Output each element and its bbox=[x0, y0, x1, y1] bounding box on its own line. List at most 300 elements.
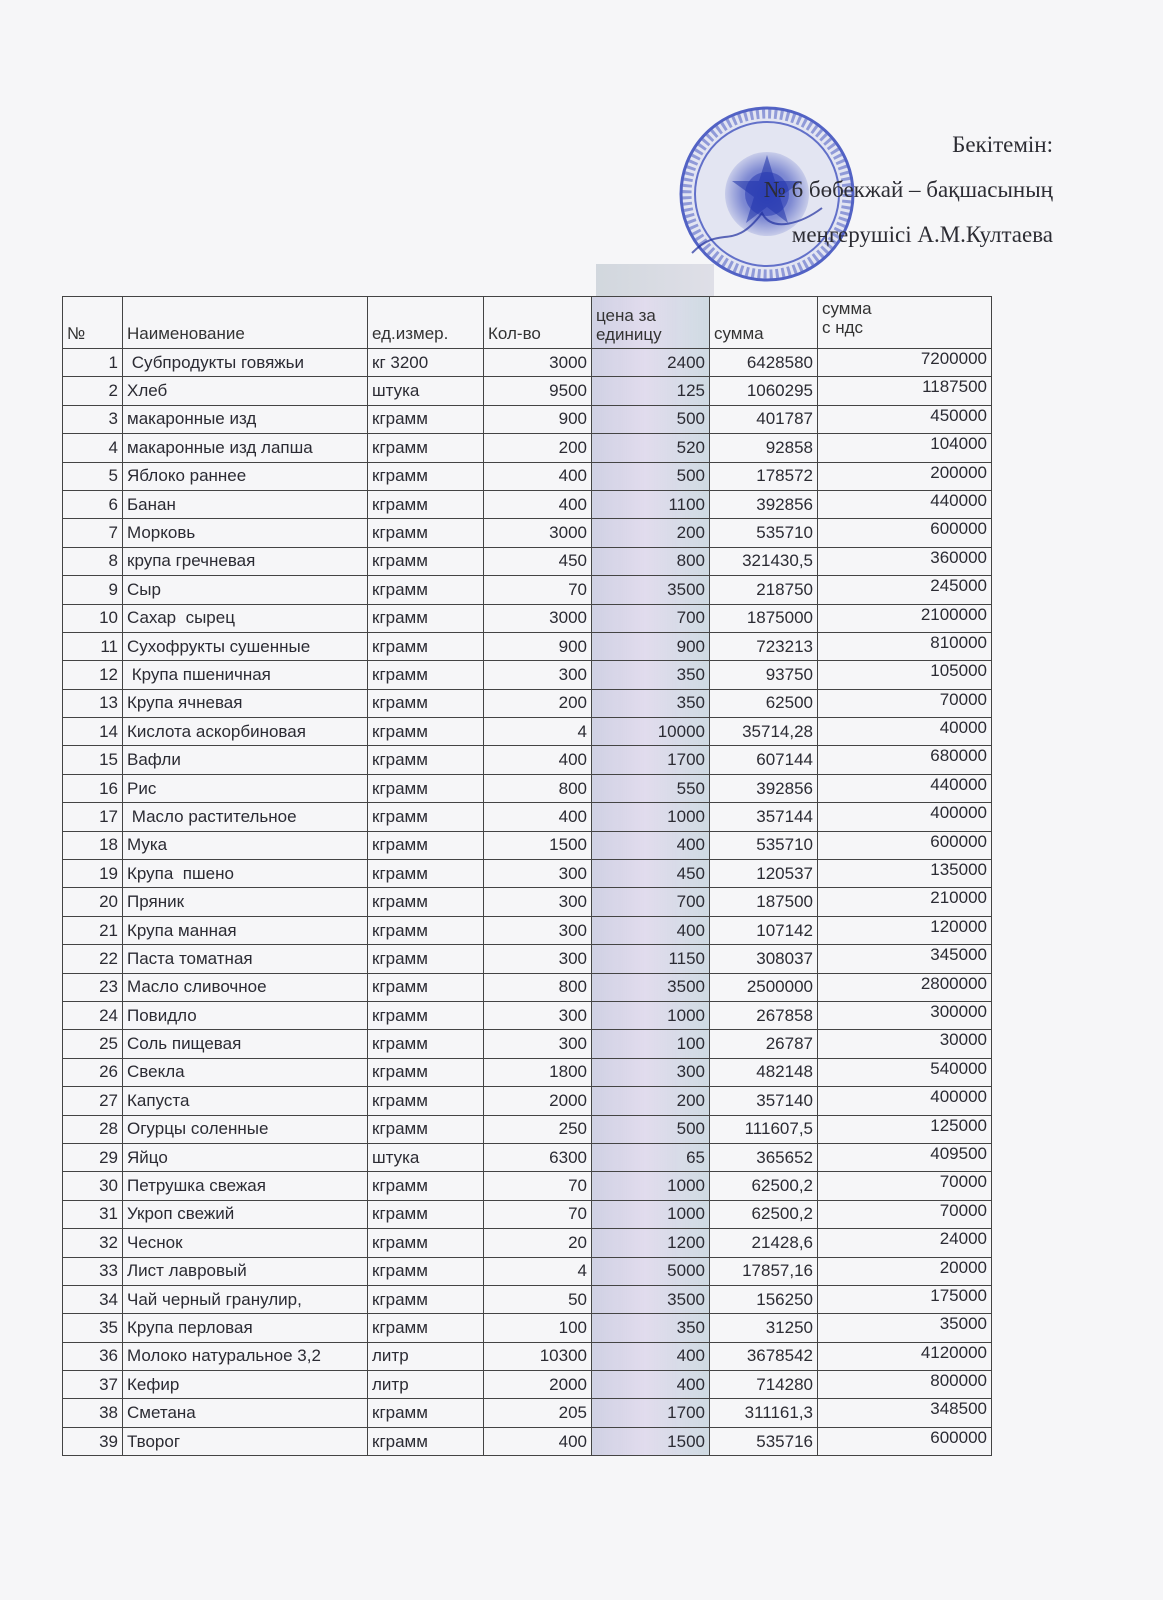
quantity: 300 bbox=[484, 916, 592, 944]
header-sum: сумма bbox=[710, 297, 818, 349]
header-sum-vat-line2: с ндс bbox=[822, 318, 864, 337]
sum: 93750 bbox=[710, 661, 818, 689]
quantity: 300 bbox=[484, 945, 592, 973]
product-name: Яйцо bbox=[123, 1143, 368, 1171]
row-number: 35 bbox=[63, 1314, 123, 1342]
table-row bbox=[63, 1399, 992, 1427]
product-name: Рис bbox=[123, 774, 368, 802]
sum-with-vat: 120000 bbox=[818, 916, 992, 944]
table-row bbox=[63, 916, 992, 944]
unit-of-measure: кграмм bbox=[368, 1087, 484, 1115]
product-name: Паста томатная bbox=[123, 945, 368, 973]
unit-price: 5000 bbox=[592, 1257, 710, 1285]
header-sum-vat bbox=[818, 297, 992, 349]
sum-with-vat: 680000 bbox=[818, 746, 992, 774]
product-name: Кислота аскорбиновая bbox=[123, 718, 368, 746]
quantity: 205 bbox=[484, 1399, 592, 1427]
unit-price: 500 bbox=[592, 462, 710, 490]
unit-of-measure: кграмм bbox=[368, 1058, 484, 1086]
quantity: 70 bbox=[484, 576, 592, 604]
unit-of-measure: кграмм bbox=[368, 547, 484, 575]
table-row bbox=[63, 1087, 992, 1115]
unit-of-measure: штука bbox=[368, 1143, 484, 1171]
unit-price: 500 bbox=[592, 405, 710, 433]
sum: 35714,28 bbox=[710, 718, 818, 746]
row-number: 1 bbox=[63, 349, 123, 377]
sum: 187500 bbox=[710, 888, 818, 916]
quantity: 20 bbox=[484, 1229, 592, 1257]
sum: 31250 bbox=[710, 1314, 818, 1342]
unit-price: 1000 bbox=[592, 1001, 710, 1029]
quantity: 10300 bbox=[484, 1342, 592, 1370]
header-unit: ед.измер. bbox=[368, 297, 484, 349]
product-name: Свекла bbox=[123, 1058, 368, 1086]
row-number: 29 bbox=[63, 1143, 123, 1171]
sum: 714280 bbox=[710, 1371, 818, 1399]
quantity: 400 bbox=[484, 1427, 592, 1455]
product-name: Лист лавровый bbox=[123, 1257, 368, 1285]
row-number: 9 bbox=[63, 576, 123, 604]
table-row bbox=[63, 1058, 992, 1086]
unit-price: 1700 bbox=[592, 746, 710, 774]
sum: 62500 bbox=[710, 689, 818, 717]
sum-with-vat: 210000 bbox=[818, 888, 992, 916]
product-name: Морковь bbox=[123, 519, 368, 547]
unit-of-measure: кграмм bbox=[368, 405, 484, 433]
approval-title: Бекітемін: bbox=[952, 132, 1053, 157]
quantity: 200 bbox=[484, 689, 592, 717]
sum-with-vat: 600000 bbox=[818, 1427, 992, 1455]
unit-price: 500 bbox=[592, 1115, 710, 1143]
product-name: Масло сливочное bbox=[123, 973, 368, 1001]
sum-with-vat: 440000 bbox=[818, 490, 992, 518]
table-row bbox=[63, 632, 992, 660]
unit-price: 400 bbox=[592, 916, 710, 944]
unit-of-measure: кграмм bbox=[368, 746, 484, 774]
unit-of-measure: кграмм bbox=[368, 916, 484, 944]
sum: 111607,5 bbox=[710, 1115, 818, 1143]
table-row bbox=[63, 689, 992, 717]
table-row bbox=[63, 774, 992, 802]
quantity: 3000 bbox=[484, 349, 592, 377]
table-row bbox=[63, 973, 992, 1001]
sum-with-vat: 4120000 bbox=[818, 1342, 992, 1370]
unit-of-measure: кграмм bbox=[368, 860, 484, 888]
unit-of-measure: кграмм bbox=[368, 1030, 484, 1058]
unit-price: 400 bbox=[592, 831, 710, 859]
product-name: Сыр bbox=[123, 576, 368, 604]
table-header-row bbox=[63, 297, 992, 349]
table-row bbox=[63, 377, 992, 405]
sum: 311161,3 bbox=[710, 1399, 818, 1427]
row-number: 5 bbox=[63, 462, 123, 490]
product-name: Чеснок bbox=[123, 1229, 368, 1257]
unit-price: 1150 bbox=[592, 945, 710, 973]
unit-price: 1000 bbox=[592, 1200, 710, 1228]
header-price-line2: единицу bbox=[596, 325, 662, 344]
unit-of-measure: кграмм bbox=[368, 632, 484, 660]
table-row bbox=[63, 888, 992, 916]
quantity: 1800 bbox=[484, 1058, 592, 1086]
unit-of-measure: кграмм bbox=[368, 718, 484, 746]
product-name: Творог bbox=[123, 1427, 368, 1455]
sum-with-vat: 400000 bbox=[818, 803, 992, 831]
row-number: 34 bbox=[63, 1285, 123, 1313]
sum: 267858 bbox=[710, 1001, 818, 1029]
table-row bbox=[63, 1001, 992, 1029]
sum-with-vat: 348500 bbox=[818, 1399, 992, 1427]
quantity: 9500 bbox=[484, 377, 592, 405]
sum-with-vat: 70000 bbox=[818, 689, 992, 717]
product-name: Крупа ячневая bbox=[123, 689, 368, 717]
sum-with-vat: 2800000 bbox=[818, 973, 992, 1001]
unit-of-measure: кграмм bbox=[368, 774, 484, 802]
unit-price: 200 bbox=[592, 1087, 710, 1115]
unit-price: 10000 bbox=[592, 718, 710, 746]
table-body bbox=[63, 349, 992, 1456]
unit-of-measure: кграмм bbox=[368, 604, 484, 632]
sum-with-vat: 360000 bbox=[818, 547, 992, 575]
product-name: Соль пищевая bbox=[123, 1030, 368, 1058]
table-row bbox=[63, 576, 992, 604]
row-number: 22 bbox=[63, 945, 123, 973]
product-name: Крупа пшеничная bbox=[123, 661, 368, 689]
row-number: 25 bbox=[63, 1030, 123, 1058]
sum-with-vat: 345000 bbox=[818, 945, 992, 973]
header-name: Наименование bbox=[123, 297, 368, 349]
unit-of-measure: кграмм bbox=[368, 661, 484, 689]
table-row bbox=[63, 945, 992, 973]
sum-with-vat: 24000 bbox=[818, 1229, 992, 1257]
sum: 308037 bbox=[710, 945, 818, 973]
row-number: 4 bbox=[63, 434, 123, 462]
table-row bbox=[63, 831, 992, 859]
table-row bbox=[63, 718, 992, 746]
quantity: 250 bbox=[484, 1115, 592, 1143]
row-number: 39 bbox=[63, 1427, 123, 1455]
sum: 535710 bbox=[710, 519, 818, 547]
table-row bbox=[63, 519, 992, 547]
table-row bbox=[63, 604, 992, 632]
row-number: 15 bbox=[63, 746, 123, 774]
row-number: 18 bbox=[63, 831, 123, 859]
sum-with-vat: 600000 bbox=[818, 831, 992, 859]
unit-price: 450 bbox=[592, 860, 710, 888]
row-number: 14 bbox=[63, 718, 123, 746]
product-name: Хлеб bbox=[123, 377, 368, 405]
product-name: Субпродукты говяжьи bbox=[123, 349, 368, 377]
sum: 218750 bbox=[710, 576, 818, 604]
sum-with-vat: 1187500 bbox=[818, 377, 992, 405]
unit-of-measure: литр bbox=[368, 1342, 484, 1370]
sum-with-vat: 540000 bbox=[818, 1058, 992, 1086]
table-row bbox=[63, 1030, 992, 1058]
sum: 17857,16 bbox=[710, 1257, 818, 1285]
product-name: Капуста bbox=[123, 1087, 368, 1115]
product-name: Сухофрукты сушенные bbox=[123, 632, 368, 660]
approval-institution: № 6 бөбекжай – бақшасының bbox=[763, 177, 1053, 202]
unit-of-measure: кграмм bbox=[368, 490, 484, 518]
sum-with-vat: 2100000 bbox=[818, 604, 992, 632]
sum-with-vat: 245000 bbox=[818, 576, 992, 604]
table-row bbox=[63, 1427, 992, 1455]
row-number: 37 bbox=[63, 1371, 123, 1399]
product-name: Сметана bbox=[123, 1399, 368, 1427]
row-number: 19 bbox=[63, 860, 123, 888]
table-row bbox=[63, 1257, 992, 1285]
quantity: 300 bbox=[484, 661, 592, 689]
sum: 107142 bbox=[710, 916, 818, 944]
unit-price: 2400 bbox=[592, 349, 710, 377]
table-row bbox=[63, 1285, 992, 1313]
sum-with-vat: 105000 bbox=[818, 661, 992, 689]
unit-price: 1100 bbox=[592, 490, 710, 518]
unit-of-measure: кграмм bbox=[368, 803, 484, 831]
sum: 156250 bbox=[710, 1285, 818, 1313]
unit-of-measure: кграмм bbox=[368, 831, 484, 859]
unit-price: 1200 bbox=[592, 1229, 710, 1257]
unit-of-measure: штука bbox=[368, 377, 484, 405]
unit-price: 520 bbox=[592, 434, 710, 462]
table-row bbox=[63, 1229, 992, 1257]
unit-of-measure: кграмм bbox=[368, 973, 484, 1001]
unit-price: 400 bbox=[592, 1371, 710, 1399]
unit-of-measure: кграмм bbox=[368, 1427, 484, 1455]
unit-price: 700 bbox=[592, 888, 710, 916]
row-number: 17 bbox=[63, 803, 123, 831]
quantity: 50 bbox=[484, 1285, 592, 1313]
quantity: 4 bbox=[484, 1257, 592, 1285]
table-row bbox=[63, 1371, 992, 1399]
unit-price: 65 bbox=[592, 1143, 710, 1171]
sum: 62500,2 bbox=[710, 1172, 818, 1200]
row-number: 32 bbox=[63, 1229, 123, 1257]
row-number: 27 bbox=[63, 1087, 123, 1115]
quantity: 70 bbox=[484, 1200, 592, 1228]
quantity: 400 bbox=[484, 746, 592, 774]
sum: 1060295 bbox=[710, 377, 818, 405]
row-number: 6 bbox=[63, 490, 123, 518]
table-row bbox=[63, 1200, 992, 1228]
quantity: 4 bbox=[484, 718, 592, 746]
unit-price: 800 bbox=[592, 547, 710, 575]
row-number: 13 bbox=[63, 689, 123, 717]
approval-signatory: меңгерушісі А.М.Култаева bbox=[791, 222, 1053, 247]
row-number: 20 bbox=[63, 888, 123, 916]
quantity: 3000 bbox=[484, 604, 592, 632]
row-number: 3 bbox=[63, 405, 123, 433]
sum: 62500,2 bbox=[710, 1200, 818, 1228]
sum-with-vat: 440000 bbox=[818, 774, 992, 802]
quantity: 900 bbox=[484, 405, 592, 433]
quantity: 300 bbox=[484, 888, 592, 916]
quantity: 400 bbox=[484, 462, 592, 490]
sum-with-vat: 810000 bbox=[818, 632, 992, 660]
table-row bbox=[63, 860, 992, 888]
unit-price: 350 bbox=[592, 1314, 710, 1342]
unit-price: 350 bbox=[592, 661, 710, 689]
quantity: 1500 bbox=[484, 831, 592, 859]
table-row bbox=[63, 547, 992, 575]
unit-of-measure: кграмм bbox=[368, 945, 484, 973]
sum-with-vat: 135000 bbox=[818, 860, 992, 888]
unit-of-measure: кграмм bbox=[368, 1285, 484, 1313]
unit-of-measure: кграмм bbox=[368, 434, 484, 462]
sum: 2500000 bbox=[710, 973, 818, 1001]
sum-with-vat: 35000 bbox=[818, 1314, 992, 1342]
row-number: 38 bbox=[63, 1399, 123, 1427]
unit-of-measure: кграмм bbox=[368, 1229, 484, 1257]
product-name: Яблоко раннее bbox=[123, 462, 368, 490]
sum: 607144 bbox=[710, 746, 818, 774]
sum-with-vat: 20000 bbox=[818, 1257, 992, 1285]
unit-price: 300 bbox=[592, 1058, 710, 1086]
product-name: макаронные изд лапша bbox=[123, 434, 368, 462]
row-number: 28 bbox=[63, 1115, 123, 1143]
unit-of-measure: литр bbox=[368, 1371, 484, 1399]
unit-of-measure: кграмм bbox=[368, 1399, 484, 1427]
unit-price: 3500 bbox=[592, 1285, 710, 1313]
unit-of-measure: кграмм bbox=[368, 1314, 484, 1342]
unit-price: 400 bbox=[592, 1342, 710, 1370]
header-sum-vat-line1: сумма bbox=[822, 299, 872, 318]
sum: 1875000 bbox=[710, 604, 818, 632]
sum: 26787 bbox=[710, 1030, 818, 1058]
row-number: 10 bbox=[63, 604, 123, 632]
unit-price: 3500 bbox=[592, 973, 710, 1001]
product-name: Повидло bbox=[123, 1001, 368, 1029]
unit-of-measure: кграмм bbox=[368, 1001, 484, 1029]
unit-of-measure: кграмм bbox=[368, 1200, 484, 1228]
unit-price: 125 bbox=[592, 377, 710, 405]
product-name: Мука bbox=[123, 831, 368, 859]
row-number: 30 bbox=[63, 1172, 123, 1200]
quantity: 300 bbox=[484, 1001, 592, 1029]
unit-price: 200 bbox=[592, 519, 710, 547]
table-row bbox=[63, 349, 992, 377]
product-name: Петрушка свежая bbox=[123, 1172, 368, 1200]
row-number: 31 bbox=[63, 1200, 123, 1228]
table-row bbox=[63, 746, 992, 774]
product-name: Молоко натуральное 3,2 bbox=[123, 1342, 368, 1370]
table-row bbox=[63, 803, 992, 831]
row-number: 26 bbox=[63, 1058, 123, 1086]
product-name: Крупа манная bbox=[123, 916, 368, 944]
sum-with-vat: 30000 bbox=[818, 1030, 992, 1058]
sum-with-vat: 300000 bbox=[818, 1001, 992, 1029]
row-number: 21 bbox=[63, 916, 123, 944]
product-name: Крупа перловая bbox=[123, 1314, 368, 1342]
sum: 723213 bbox=[710, 632, 818, 660]
sum-with-vat: 409500 bbox=[818, 1143, 992, 1171]
sum: 535716 bbox=[710, 1427, 818, 1455]
unit-price: 1500 bbox=[592, 1427, 710, 1455]
table-row bbox=[63, 1143, 992, 1171]
table-row bbox=[63, 1314, 992, 1342]
sum-with-vat: 125000 bbox=[818, 1115, 992, 1143]
approval-block bbox=[633, 122, 1053, 257]
sum: 21428,6 bbox=[710, 1229, 818, 1257]
sum-with-vat: 600000 bbox=[818, 519, 992, 547]
unit-price: 100 bbox=[592, 1030, 710, 1058]
quantity: 70 bbox=[484, 1172, 592, 1200]
unit-of-measure: кграмм bbox=[368, 1115, 484, 1143]
sum: 6428580 bbox=[710, 349, 818, 377]
product-name: Вафли bbox=[123, 746, 368, 774]
product-name: Кефир bbox=[123, 1371, 368, 1399]
row-number: 7 bbox=[63, 519, 123, 547]
product-name: крупа гречневая bbox=[123, 547, 368, 575]
quantity: 3000 bbox=[484, 519, 592, 547]
product-name: Пряник bbox=[123, 888, 368, 916]
quantity: 450 bbox=[484, 547, 592, 575]
unit-of-measure: кграмм bbox=[368, 462, 484, 490]
sum-with-vat: 400000 bbox=[818, 1087, 992, 1115]
product-name: Укроп свежий bbox=[123, 1200, 368, 1228]
unit-price: 700 bbox=[592, 604, 710, 632]
sum: 321430,5 bbox=[710, 547, 818, 575]
table-row bbox=[63, 434, 992, 462]
sum-with-vat: 800000 bbox=[818, 1371, 992, 1399]
quantity: 200 bbox=[484, 434, 592, 462]
sum: 392856 bbox=[710, 774, 818, 802]
sum: 3678542 bbox=[710, 1342, 818, 1370]
unit-price: 550 bbox=[592, 774, 710, 802]
sum: 357144 bbox=[710, 803, 818, 831]
row-number: 23 bbox=[63, 973, 123, 1001]
product-name: Чай черный гранулир, bbox=[123, 1285, 368, 1313]
sum-with-vat: 70000 bbox=[818, 1200, 992, 1228]
table-row bbox=[63, 405, 992, 433]
product-name: Масло растительное bbox=[123, 803, 368, 831]
product-name: Банан bbox=[123, 490, 368, 518]
row-number: 16 bbox=[63, 774, 123, 802]
product-name: Крупа пшено bbox=[123, 860, 368, 888]
unit-price: 350 bbox=[592, 689, 710, 717]
quantity: 2000 bbox=[484, 1371, 592, 1399]
row-number: 24 bbox=[63, 1001, 123, 1029]
table-row bbox=[63, 462, 992, 490]
sum-with-vat: 200000 bbox=[818, 462, 992, 490]
unit-of-measure: кграмм bbox=[368, 519, 484, 547]
header-price bbox=[592, 297, 710, 349]
table-row bbox=[63, 490, 992, 518]
sum-with-vat: 450000 bbox=[818, 405, 992, 433]
quantity: 100 bbox=[484, 1314, 592, 1342]
sum: 92858 bbox=[710, 434, 818, 462]
product-name: Сахар сырец bbox=[123, 604, 368, 632]
quantity: 2000 bbox=[484, 1087, 592, 1115]
sum: 178572 bbox=[710, 462, 818, 490]
sum-with-vat: 175000 bbox=[818, 1285, 992, 1313]
unit-price: 1700 bbox=[592, 1399, 710, 1427]
table-row bbox=[63, 1115, 992, 1143]
unit-of-measure: кграмм bbox=[368, 1172, 484, 1200]
quantity: 300 bbox=[484, 1030, 592, 1058]
goods-table bbox=[62, 296, 992, 1456]
header-qty: Кол-во bbox=[484, 297, 592, 349]
sum: 401787 bbox=[710, 405, 818, 433]
sum: 120537 bbox=[710, 860, 818, 888]
row-number: 12 bbox=[63, 661, 123, 689]
unit-of-measure: кграмм bbox=[368, 1257, 484, 1285]
sum: 535710 bbox=[710, 831, 818, 859]
unit-of-measure: кграмм bbox=[368, 576, 484, 604]
sum-with-vat: 104000 bbox=[818, 434, 992, 462]
row-number: 2 bbox=[63, 377, 123, 405]
sum-with-vat: 40000 bbox=[818, 718, 992, 746]
unit-of-measure: кграмм bbox=[368, 689, 484, 717]
